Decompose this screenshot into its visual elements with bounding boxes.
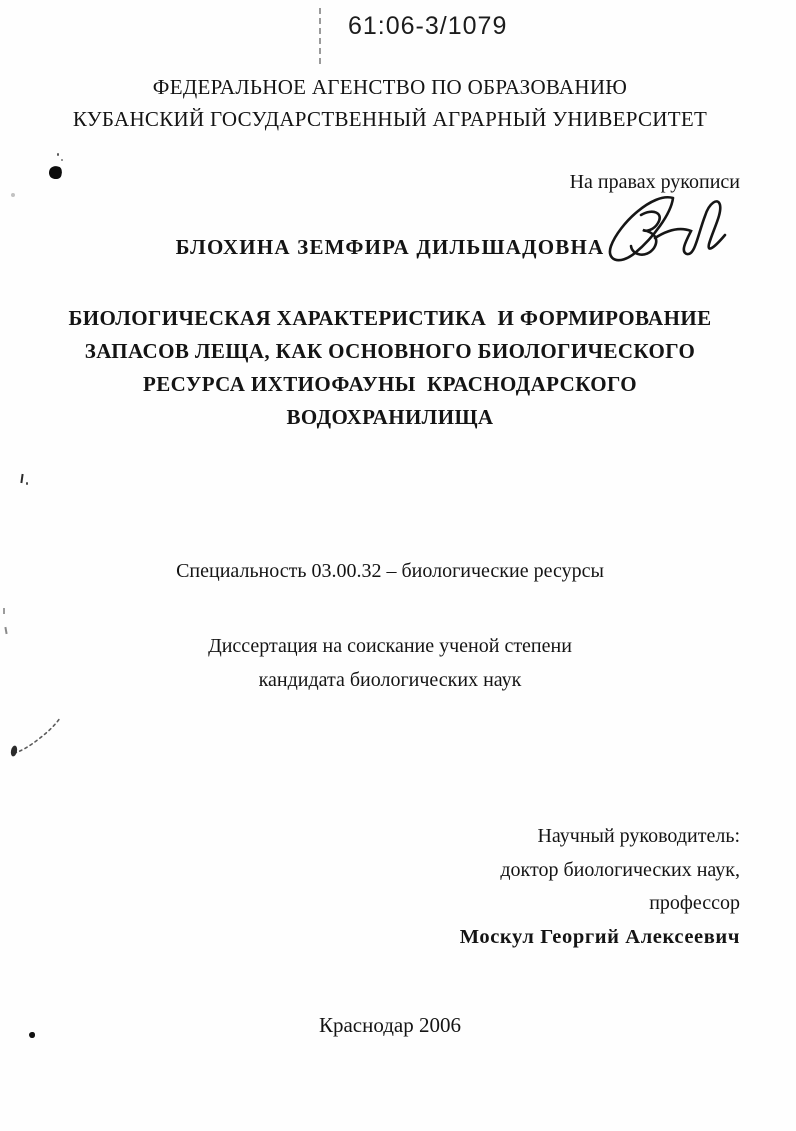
title-line: ВОДОХРАНИЛИЩА — [286, 405, 494, 429]
ink-blot-artifact — [47, 164, 63, 180]
stray-mark-artifact — [26, 482, 28, 485]
pencil-squiggle-artifact — [8, 708, 66, 760]
catalog-stamp-number: 61:06-3/1079 — [348, 12, 508, 40]
dissertation-line: кандидата биологических наук — [258, 669, 522, 691]
binding-perforation-dashes — [319, 8, 321, 64]
dissertation-statement — [30, 629, 750, 697]
title-line: БИОЛОГИЧЕСКАЯ ХАРАКТЕРИСТИКА И ФОРМИРОВАНИЕ — [68, 306, 712, 330]
city-year-line: Краснодар 2006 — [318, 1013, 462, 1037]
signature-icon — [597, 186, 737, 274]
manuscript-rights-note: На правах рукописи — [569, 171, 740, 193]
supervisor-name: Москул Георгий Алексеевич — [459, 925, 740, 948]
stray-mark-artifact — [20, 474, 23, 483]
supervisor-label: Научный руководитель: — [537, 825, 740, 847]
scan-speck-artifact — [11, 193, 15, 197]
ink-speck-artifact — [57, 153, 59, 156]
edge-mark-artifact — [4, 627, 7, 634]
ink-dot-artifact — [29, 1032, 35, 1038]
author-name: БЛОХИНА ЗЕМФИРА ДИЛЬШАДОВНА — [175, 235, 605, 259]
dissertation-title — [30, 302, 750, 434]
header-university: КУБАНСКИЙ ГОСУДАРСТВЕННЫЙ АГРАРНЫЙ УНИВЕРСИТЕТ — [72, 107, 708, 131]
dissertation-line: Диссертация на соискание ученой степени — [208, 635, 572, 657]
ink-speck-artifact — [61, 159, 63, 161]
supervisor-rank: профессор — [649, 892, 740, 914]
supervisor-degree: доктор биологических наук, — [500, 858, 740, 881]
title-line: РЕСУРСА ИХТИОФАУНЫ КРАСНОДАРСКОГО — [142, 372, 638, 396]
title-line: ЗАПАСОВ ЛЕЩА, КАК ОСНОВНОГО БИОЛОГИЧЕСКОГО — [84, 339, 696, 363]
header-agency: ФЕДЕРАЛЬНОЕ АГЕНСТВО ПО ОБРАЗОВАНИЮ — [152, 75, 628, 99]
supervisor-block — [330, 820, 740, 954]
edge-mark-artifact — [3, 608, 5, 614]
specialty-line: Специальность 03.00.32 – биологические ресурсы — [176, 560, 604, 582]
